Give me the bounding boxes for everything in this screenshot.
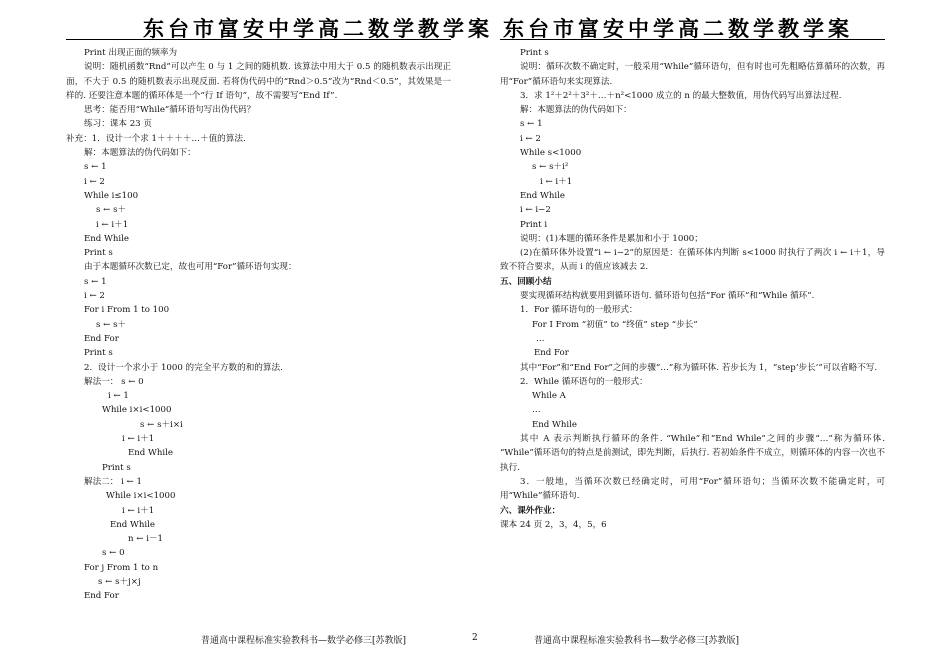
text-line: 1．For 循环语句的一般形式： (520, 305, 638, 316)
text-line: 2．设计一个求小于 1000 的完全平方数的和的算法. (84, 362, 283, 373)
text-line: s ← s＋j×j (98, 576, 141, 587)
footer-left: 普通高中课程标准实验教科书—数学必修三[苏教版] (201, 636, 407, 646)
text-line: 补充：1．设计一个求 1＋＋＋＋…＋值的算法. (66, 133, 246, 144)
text-line: Print s (84, 348, 113, 359)
text-line: 由于本题循环次数已定，故也可用“For”循环语句实现： (84, 262, 297, 273)
text-line: End While (84, 233, 129, 244)
text-line: s ← s＋i² (532, 162, 569, 173)
right-column (500, 46, 885, 532)
text-line: i ← i＋1 (122, 434, 155, 445)
text-line: End While (128, 448, 173, 459)
text-line: 五、回顾小结 (500, 276, 552, 287)
text-line: s ← 1 (520, 119, 543, 130)
text-line: Print s (520, 48, 549, 58)
page-title-left: 东台市富安中学高二数学教学案 (143, 16, 493, 41)
text-line: For i From 1 to 100 (84, 305, 170, 316)
text-line: End For (84, 333, 119, 344)
text-line: i ← 2 (84, 291, 105, 302)
left-column (66, 46, 451, 604)
text-line: 说明：(1)本题的循环条件是累加和小于 1000； (520, 233, 703, 244)
text-line: While i≤100 (84, 190, 139, 201)
text-line: End For (534, 348, 569, 359)
text-line: While A (532, 391, 566, 402)
text-line: s ← s＋ (96, 319, 127, 330)
text-line: s ← s＋i×i (140, 419, 183, 430)
text-line: 说明：随机函数“Rnd”可以产生 0 与 1 之间的随机数. 该算法中用大于 0.5 的随机数表示出现正面，不大于 0.5 的随机数表示出现反面. 若将伪代码中的“Rnd＞0.5”改为“Rnd＜0.5”，其效果是一样的. 还要注意本题的循环体是一个“行 If 语句”，故不需要写“End If”. (66, 62, 451, 101)
text-line: i ← i＋1 (540, 176, 573, 187)
text-line: 其中“For”和“End For”之间的步骤“…”称为循环体. 若步长为 1，“step‘步长’”可以省略不写. (520, 362, 878, 373)
text-line: i ← i＋1 (96, 219, 129, 230)
text-line: 说明：循环次数不确定时，一般采用“While”循环语句，但有时也可先粗略估算循环的次数，再用“For”循环语句来实现算法. (500, 62, 885, 87)
text-line: n ← i－1 (128, 534, 164, 545)
text-line: i ← i−2 (520, 205, 551, 216)
text-line: Print i (520, 219, 548, 230)
text-line: i ← 2 (84, 176, 105, 187)
text-line: 3．求 1²＋2²＋3²＋…＋n²<1000 成立的 n 的最大整数值，用伪代码写出算法过程. (520, 90, 842, 101)
text-line: 解：本题算法的伪代码如下： (520, 105, 632, 116)
text-line: s ← s＋ (96, 205, 127, 216)
text-line: … (536, 333, 545, 344)
page-number: 2 (472, 633, 478, 643)
text-line: For j From 1 to n (84, 562, 159, 573)
text-line: 解法二： i ← 1 (84, 476, 142, 487)
text-line: While s<1000 (520, 148, 582, 159)
text-line: 思考：能否用“While”循环语句写出伪代码？ (84, 105, 256, 116)
text-line: For I From “初值” to “终值” step “步长” (532, 319, 698, 330)
text-line: 解法一： s ← 0 (84, 376, 144, 387)
text-line: 解：本题算法的伪代码如下： (84, 148, 196, 159)
text-line: 2．While 循环语句的一般形式： (520, 376, 648, 387)
text-line: i ← 1 (108, 391, 129, 402)
page-title-right: 东台市富安中学高二数学教学案 (503, 16, 853, 41)
text-line: 课本 24 页 2，3，4，5，6 (500, 519, 607, 530)
text-line: i ← i＋1 (122, 505, 155, 516)
text-line: End While (532, 419, 577, 430)
text-line: Print 出现正面的频率为 (84, 48, 178, 58)
text-line: While i×i<1000 (102, 405, 172, 416)
header-rule-right (500, 39, 885, 40)
text-line: … (532, 405, 541, 416)
footer-right: 普通高中课程标准实验教科书—数学必修三[苏教版] (534, 636, 740, 646)
text-line: End While (110, 519, 155, 530)
text-line: i ← 2 (520, 133, 541, 144)
text-line: 六、课外作业： (500, 505, 561, 516)
text-line: (2)在循环体外设置“i ← i−2”的原因是：在循环体内判断 s<1000 时执行了两次 i ← i＋1，导致不符合要求，从而 i 的值应该减去 2. (500, 248, 885, 273)
text-line: s ← 0 (102, 548, 125, 559)
text-line: Print s (84, 248, 113, 259)
text-line: While i×i<1000 (106, 491, 176, 502)
text-line: 3．一般地，当循环次数已经确定时，可用“For”循环语句；当循环次数不能确定时，可用“While”循环语句. (500, 476, 885, 502)
text-line: End For (84, 591, 119, 602)
text-line: 要实现循环结构就要用到循环语句. 循环语句包括“For 循环”和“While 循环”. (520, 291, 815, 302)
header-rule-left (66, 39, 451, 40)
text-line: Print s (102, 462, 131, 473)
text-line: 其中 A 表示判断执行循环的条件. “While”和“End While”之间的步骤“…”称为循环体. “While”循环语句的特点是前测试，即先判断，后执行. 若初始条件不成立，则循环体的内容一次也不执行. (500, 434, 885, 473)
text-line: s ← 1 (84, 162, 107, 173)
text-line: 练习：课本 23 页 (84, 119, 152, 130)
text-line: s ← 1 (84, 276, 107, 287)
text-line: End While (520, 190, 565, 201)
